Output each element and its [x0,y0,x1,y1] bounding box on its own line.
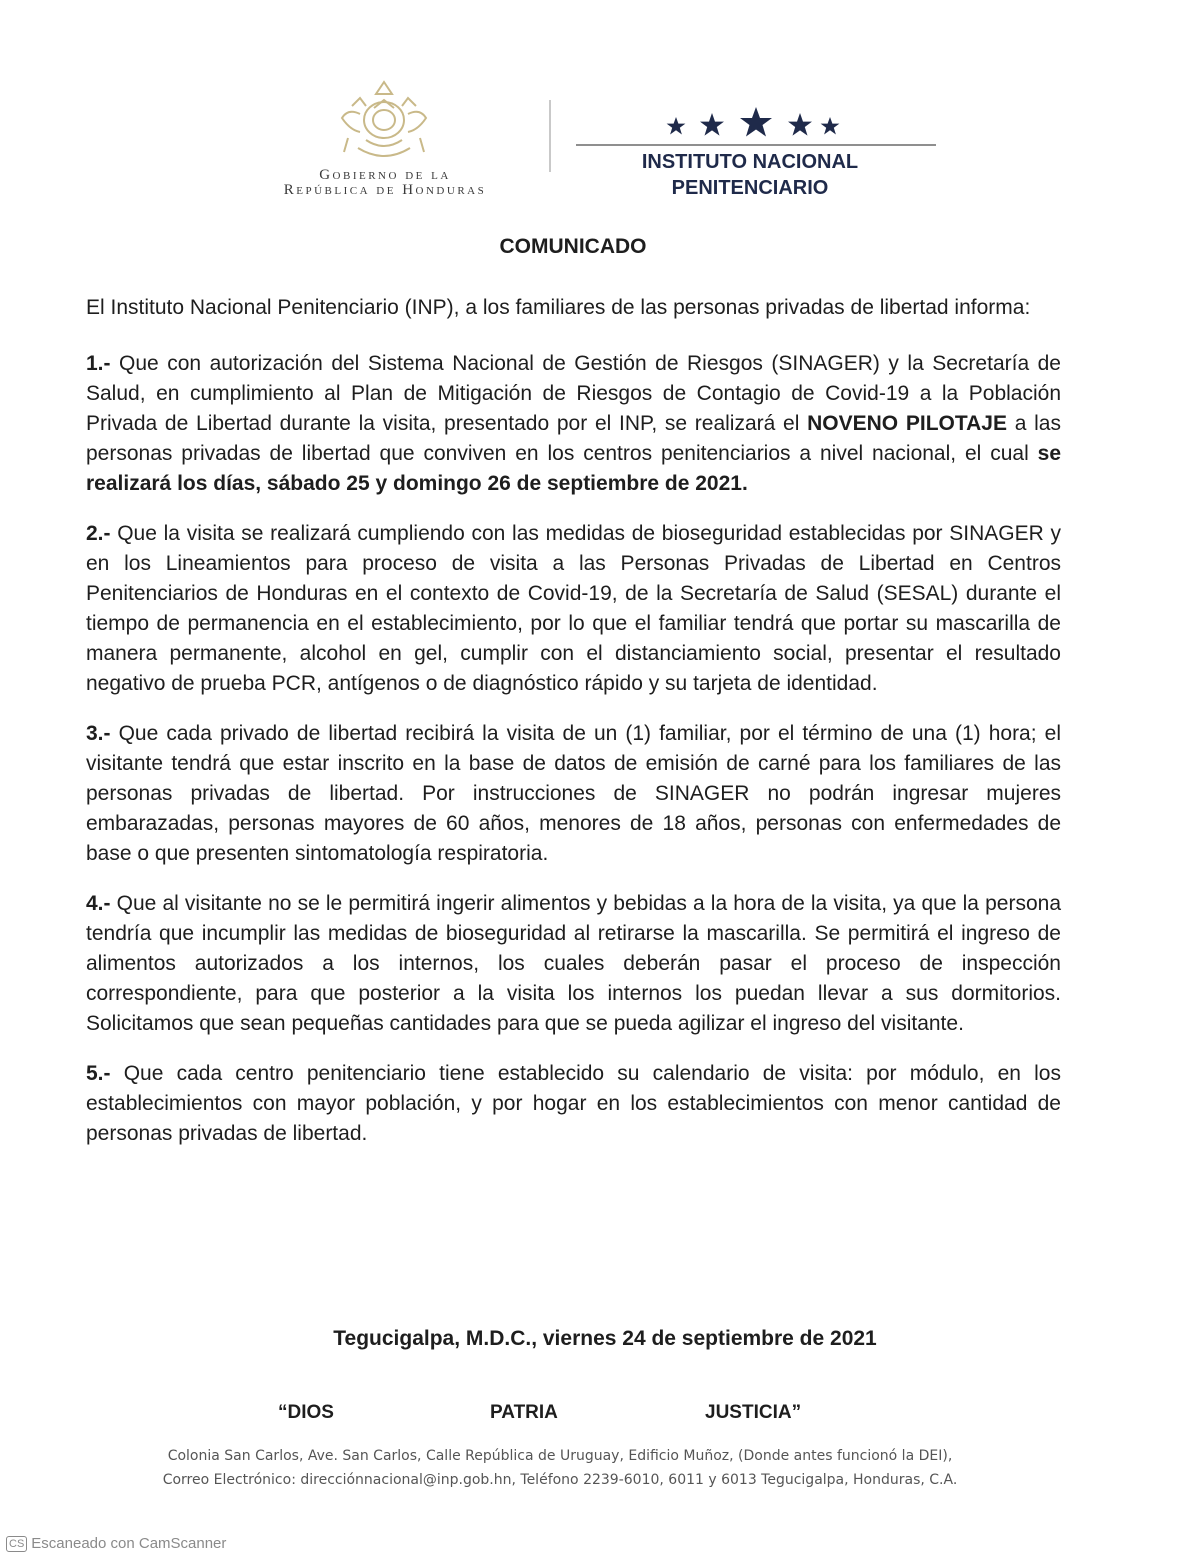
item-1-bold-a: NOVENO PILOTAJE [807,412,1007,435]
item-2-text: Que la visita se realizará cumpliendo con las medidas de bioseguridad establecidas por SINAGER y en los Lineamientos para proceso de visita a las Personas Privadas de Libertad en Centros Penitenciarios de Honduras en el contexto de Covid-19, de la Secretaría de Salud (SESAL) durante el tiempo de permanencia en el establecimiento, por lo que el familiar tendrá que portar su mascarilla de manera permanente, alcohol en gel, cumplir con el distanciamiento social, presentar el resultado negativo de prueba PCR, antígenos o de diagnóstico rápido y su tarjeta de identidad. [86,522,1061,695]
item-1-text-b: a las personas privadas de libertad que conviven en los centros penitenciarios a nivel nacional, el cual [86,412,1061,465]
footer-line1: Colonia San Carlos, Ave. San Carlos, Calle República de Uruguay, Edificio Muñoz, (Donde antes funcionó la DEI), [167,1448,953,1464]
item-3-number: 3.- [86,722,111,745]
item-1-text-a: Que con autorización del Sistema Nacional de Gestión de Riesgos (SINAGER) y la Secretaría de Salud, en cumplimiento al Plan de Mitigación de Riesgos de Contagio de Covid-19 a la Población Privada de Libertad durante la visita, presentado por el INP, se realizará el [86,352,1061,435]
header-divider [549,100,551,172]
item-3-text: Que cada privado de libertad recibirá la visita de un (1) familiar, por el término de una (1) hora; el visitante tendrá que estar inscrito en la base de datos de emisión de carné para los familiares de las personas privadas de libertad. Por instrucciones de SINAGER no podrán ingresar mujeres embarazadas, personas mayores de 60 años, menores de 18 años, personas con enfermedades de base o que presenten sintomatología respiratoria. [86,722,1061,865]
government-name [230,168,540,198]
communique-body [86,293,1061,1169]
inp-name-line2: PENITENCIARIO [671,177,829,199]
document-title: COMUNICADO [499,235,647,258]
motto-patria: PATRIA [490,1402,558,1423]
motto-dios: “DIOS [278,1402,334,1423]
scanner-label: Escaneado con CamScanner [31,1535,227,1552]
item-5-text: Que cada centro penitenciario tiene establecido su calendario de visita: por módulo, en los establecimientos con mayor población, y por hogar en los establecimientos con menor cantidad de personas privadas de libertad. [86,1062,1061,1145]
item-5 [86,1059,1061,1149]
item-4 [86,889,1061,1039]
item-1-number: 1.- [86,352,111,375]
scanner-watermark [6,1535,226,1552]
government-name-line2: República de Honduras [283,182,487,198]
item-3 [86,719,1061,869]
camscanner-icon: CS [6,1536,27,1552]
item-4-number: 4.- [86,892,111,915]
honduras-coat-of-arms-icon [330,78,438,168]
intro-paragraph: El Instituto Nacional Penitenciario (INP), a los familiares de las personas privadas de libertad informa: [86,296,1031,319]
item-2 [86,519,1061,699]
inp-header-rule [576,144,936,146]
item-1 [86,349,1061,499]
inp-name-line1: INSTITUTO NACIONAL [641,151,859,173]
footer-address [60,1444,1060,1492]
item-4-text: Que al visitante no se le permitirá ingerir alimentos y bebidas a la hora de la visita, ya que la persona tendría que incumplir las medidas de bioseguridad al retirarse la mascarilla. Se permitirá el ingreso de alimentos autorizados a los internos, los cuales deberán pasar el proceso de inspección correspondiente, para que posterior a la visita los internos los puedan llevar a sus dormitorios. Solicitamos que sean pequeñas cantidades para que se pueda agilizar el ingreso del visitante. [86,892,1061,1035]
government-name-line1: Gobierno de la [319,167,451,183]
motto-justicia: JUSTICIA” [705,1402,802,1423]
item-5-number: 5.- [86,1062,111,1085]
footer-line2: Correo Electrónico: direcciónnacional@inp.gob.hn, Teléfono 2239-6010, 6011 y 6013 Tegucigalpa, Honduras, C.A. [162,1472,958,1488]
place-and-date: Tegucigalpa, M.D.C., viernes 24 de septiembre de 2021 [333,1327,877,1350]
five-stars-icon [662,107,842,139]
item-1-bold-b: se realizará los días, sábado 25 y domingo 26 de septiembre de 2021. [86,442,1061,495]
item-2-number: 2.- [86,522,111,545]
inp-name [600,149,900,201]
